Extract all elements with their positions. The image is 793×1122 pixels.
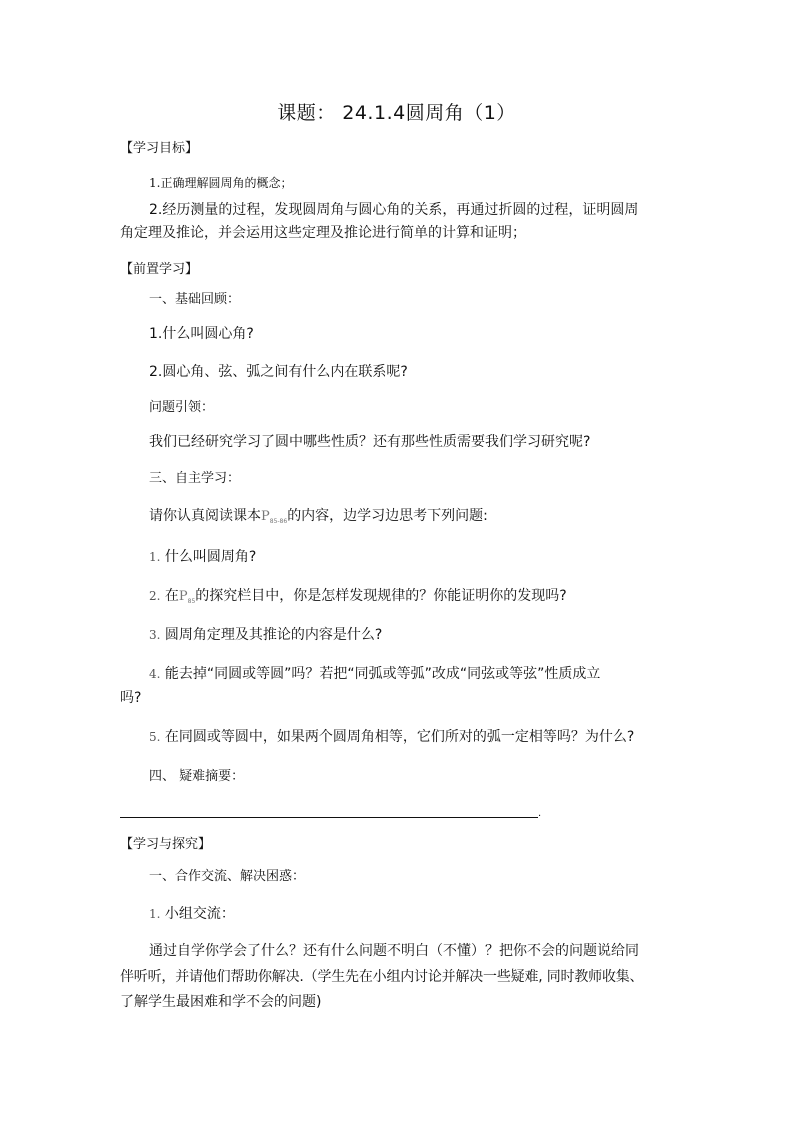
question-text: 在同圆或等圆中，如果两个圆周角相等，它们所对的弧一定相等吗？为什么? [160, 729, 635, 745]
explore-item-1 [149, 903, 235, 923]
question-text: 能去掉“同圆或等圆”吗？若把“同弧或等弧”改成“同弦或等弦”性质成立 [160, 666, 601, 682]
self-question-3 [149, 624, 382, 644]
page-title: 课题： 24.1.4圆周角（1） [277, 102, 516, 124]
question-number: 3. [149, 628, 161, 642]
answer-blank-line [120, 817, 538, 818]
explore-heading-cooperate: 一、合作交流、解决困惑： [149, 869, 306, 884]
page-ref-p: P [178, 589, 188, 604]
pre-heading-self-study: 三、自主学习： [149, 471, 241, 486]
pre-heading-difficulties: 四、 疑难摘要： [149, 769, 245, 784]
item-number: 1. [149, 907, 161, 921]
item-text: 小组交流： [160, 906, 235, 922]
explore-paragraph-line-1: 通过自学你学会了什么？还有什么问题不明白（不懂）？把你不会的问题说给同 [149, 943, 639, 959]
pre-read-instruction [149, 505, 488, 525]
explore-paragraph-line-2: 伴听听，并请他们帮助你解决.（学生先在小组内讨论并解决一些疑难, 同时教师收集、 [120, 969, 644, 985]
self-question-5 [149, 726, 634, 746]
section-heading-pre: 【前置学习】 [120, 262, 199, 277]
question-text: 什么叫圆周角? [160, 549, 257, 565]
pre-question-1: 1.什么叫圆心角? [149, 326, 254, 342]
pre-question-2: 2.圆心角、弦、弧之间有什么内在联系呢? [149, 364, 408, 380]
question-number: 4. [149, 667, 161, 681]
self-question-4-cont: 吗? [120, 690, 142, 706]
read-text-a: 请你认真阅读课本 [149, 508, 261, 524]
pre-lead-text: 我们已经研究学习了圆中哪些性质？还有那些性质需要我们学习研究呢? [149, 434, 591, 450]
question-number: 1. [149, 550, 161, 564]
goal-2-line-1: 2.经历测量的过程，发现圆周角与圆心角的关系，再通过折圆的过程，证明圆周 [149, 202, 639, 218]
explore-paragraph-line-3: 了解学生最困难和学不会的问题) [120, 994, 322, 1010]
page-ref-num: 85 [187, 598, 196, 605]
goal-1: 1.正确理解圆周角的概念； [149, 176, 293, 190]
self-question-1 [149, 546, 256, 566]
question-number: 2. [149, 589, 161, 603]
section-heading-goals: 【学习目标】 [120, 141, 199, 156]
goal-2-line-2: 角定理及推论，并会运用这些定理及推论进行简单的计算和证明； [120, 225, 526, 241]
section-heading-explore: 【学习与探究】 [120, 837, 212, 852]
question-text-b: 的探究栏目中，你是怎样发现规律的？你能证明你的发现吗? [195, 588, 567, 604]
self-question-2 [149, 585, 567, 605]
question-text: 圆周角定理及其推论的内容是什么? [160, 627, 383, 643]
answer-blank-end-dot: . [538, 808, 542, 819]
question-number: 5. [149, 730, 161, 744]
pre-lead-label: 问题引领： [149, 400, 215, 415]
page-ref-range: 85-86 [269, 518, 288, 525]
question-text-a: 在 [160, 588, 179, 604]
self-question-4 [149, 663, 600, 683]
read-text-b: 的内容，边学习边思考下列问题: [287, 508, 488, 524]
page-ref-p: P [261, 509, 270, 524]
pre-heading-review: 一、基础回顾： [149, 292, 241, 307]
